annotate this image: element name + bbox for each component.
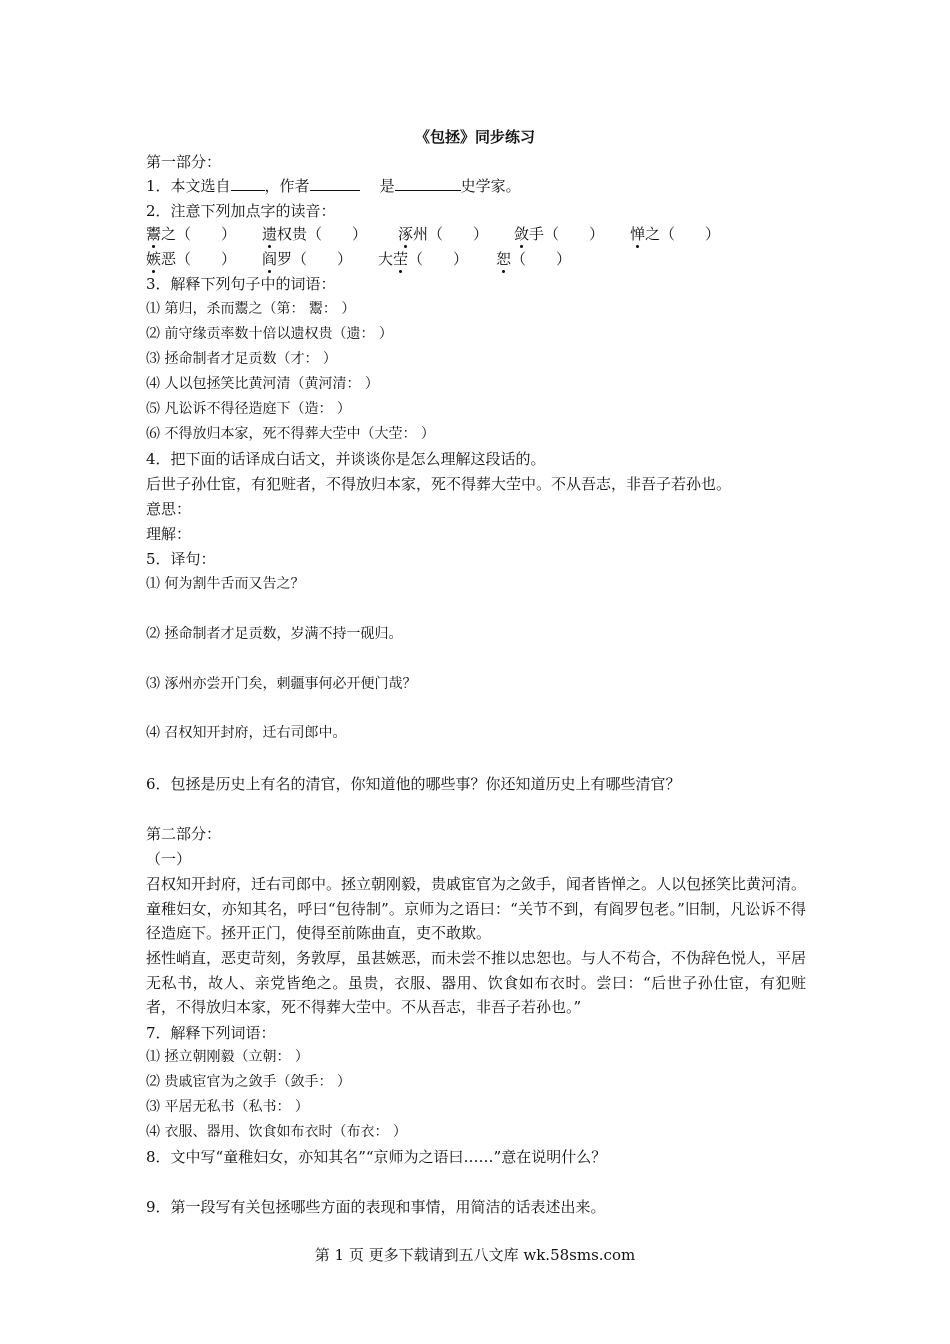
q1-text-d: 史学家。 <box>460 177 521 195</box>
pron-item: 嫉恶（ ） <box>146 250 237 268</box>
passage-paragraph-1: 召权知开封府，迁右司郎中。拯立朝刚毅，贵戚宦官为之敛手，闻者皆惮之。人以包拯笑比黄河清。童稚妇女，亦知其名，呼曰“包待制”。京师为之语曰：“关节不到，有阎罗包老。”旧制，凡讼诉不得径造庭下。拯开正门，使得至前陈曲直，吏不敢欺。 <box>146 875 807 942</box>
q1-text-c: 是 <box>379 177 395 195</box>
q7-item: ⑵ 贵戚宦官为之敛手（敛手： ） <box>146 1074 351 1090</box>
question-4: 4．把下面的话译成白话文，并谈谈你是怎么理解这段话的。 <box>146 450 546 468</box>
q5-item: ⑷ 召权知开封府，迁右司郎中。 <box>146 725 347 741</box>
question-7: 7．解释下列词语： <box>146 1024 276 1042</box>
q7-item: ⑴ 拯立朝刚毅（立朝： ） <box>146 1049 309 1065</box>
section-1-label: （一） <box>146 850 192 868</box>
page-title: 《包拯》同步练习 <box>414 128 535 146</box>
q1-text-b: ，作者 <box>264 177 310 195</box>
q1-blank-era[interactable] <box>395 175 461 191</box>
pron-item: 恕（ ） <box>496 250 572 268</box>
q1-blank-author[interactable] <box>310 175 360 191</box>
q5-item: ⑶ 涿州亦尝开门矣，刺疆事何必开便门哉？ <box>146 676 417 692</box>
pron-item: 遗权贵（ ） <box>262 225 368 243</box>
pron-item: 惮之（ ） <box>630 225 721 243</box>
pron-item: 鬻之（ ） <box>146 225 237 243</box>
q3-item: ⑴ 第归，杀而鬻之（第： 鬻： ） <box>146 301 356 317</box>
page-footer: 第 1 页 更多下载请到五八文库 wk.58sms.com <box>314 1246 636 1264</box>
question-6: 6．包拯是历史上有名的清官，你知道他的哪些事？你还知道历史上有哪些清官？ <box>146 775 681 793</box>
q7-item: ⑷ 衣服、器用、饮食如布衣时（布衣： ） <box>146 1124 407 1140</box>
q3-item: ⑸ 凡讼诉不得径造庭下（造： ） <box>146 401 351 417</box>
question-8: 8．文中写“童稚妇女，亦知其名”“京师为之语曰……”意在说明什么？ <box>146 1148 607 1166</box>
question-3: 3．解释下列句子中的词语： <box>146 275 336 293</box>
question-1 <box>146 174 816 198</box>
passage-paragraph-2: 拯性峭直，恶吏苛刻，务敦厚，虽甚嫉恶，而未尝不推以忠恕也。与人不苟合，不伪辞色悦人，平居无私书，故人、亲党皆绝之。虽贵，衣服、器用、饮食如布衣时。尝曰：“后世子孙仕宦，有犯赃者，不得放归本家，死不得葬大茔中。不从吾志，非吾子若孙也。” <box>146 949 807 1016</box>
q5-item: ⑵ 拯命制者才足贡数，岁满不持一砚归。 <box>146 626 403 642</box>
q7-item: ⑶ 平居无私书（私书： ） <box>146 1099 309 1115</box>
q1-text-a: 1．本文选自 <box>146 177 231 195</box>
q4-understanding-label: 理解： <box>146 525 192 543</box>
question-2: 2．注意下列加点字的读音： <box>146 202 336 220</box>
q3-item: ⑵ 前守缘贡率数十倍以遗权贵（遗： ） <box>146 326 393 342</box>
q3-item: ⑹ 不得放归本家，死不得葬大茔中（大茔： ） <box>146 426 435 442</box>
q4-meaning-label: 意思： <box>146 500 192 518</box>
q5-item: ⑴ 何为割牛舌而又告之？ <box>146 576 305 592</box>
pron-item: 涿州（ ） <box>398 225 489 243</box>
q3-item: ⑷ 人以包拯笑比黄河清（黄河清： ） <box>146 376 379 392</box>
pron-item: 敛手（ ） <box>514 225 605 243</box>
q3-item: ⑶ 拯命制者才足贡数（才： ） <box>146 351 337 367</box>
pron-item: 阎罗（ ） <box>262 250 353 268</box>
pron-item: 大茔（ ） <box>378 250 469 268</box>
q4-quote: 后世子孙仕宦，有犯赃者，不得放归本家，死不得葬大茔中。不从吾志，非吾子若孙也。 <box>146 475 732 493</box>
question-9: 9．第一段写有关包拯哪些方面的表现和事情，用简洁的话表述出来。 <box>146 1198 606 1216</box>
part1-heading: 第一部分： <box>146 153 222 171</box>
question-5: 5．译句： <box>146 550 216 568</box>
part2-heading: 第二部分： <box>146 825 222 843</box>
q1-blank-source[interactable] <box>231 175 265 191</box>
